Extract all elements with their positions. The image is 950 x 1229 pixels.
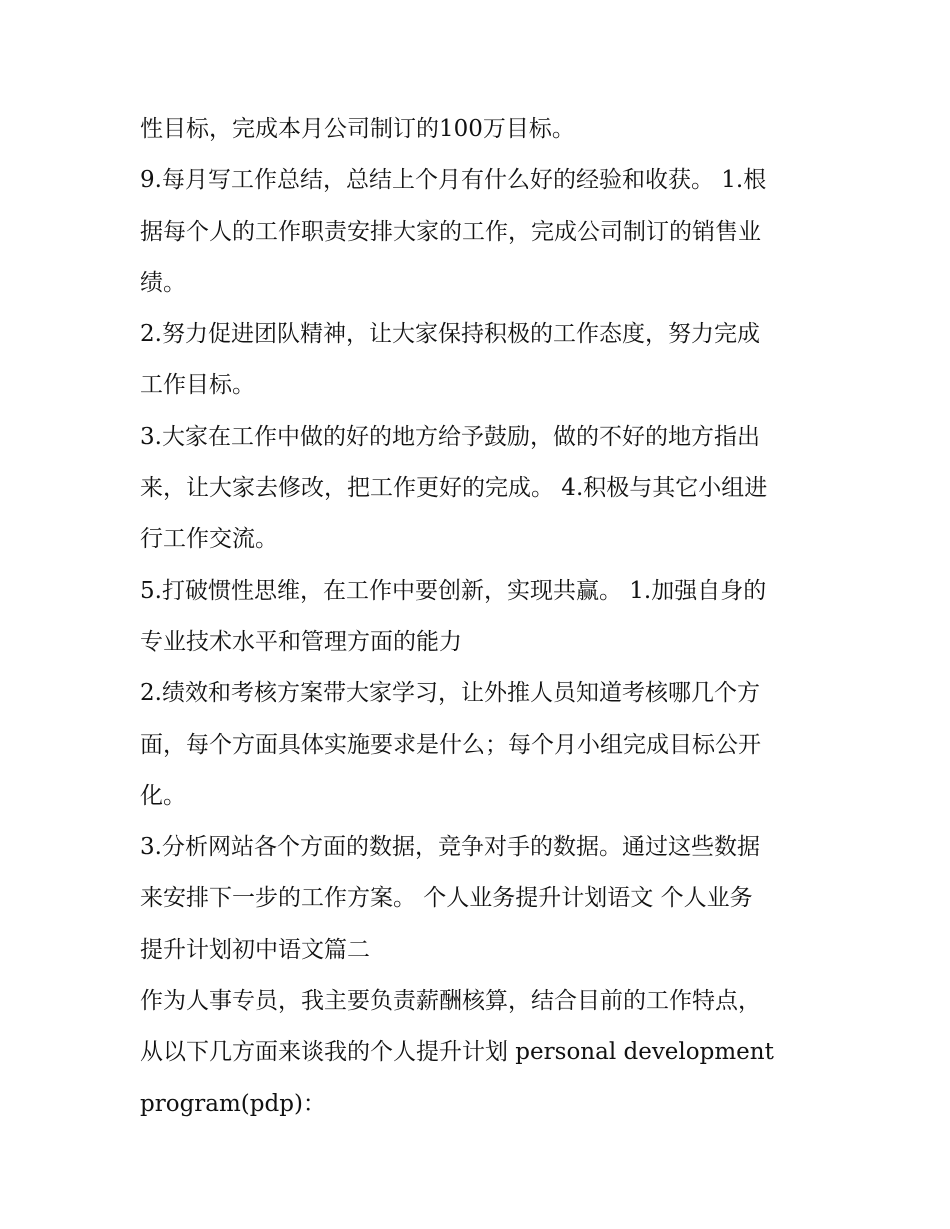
text-line: 据每个人的工作职责安排大家的工作，完成公司制订的销售业 — [140, 218, 761, 245]
text-line: 从以下几方面来谈我的个人提升计划 personal development — [140, 1039, 774, 1066]
text-line: 3.分析网站各个方面的数据，竞争对手的数据。通过这些数据 — [140, 834, 760, 861]
text-line: 专业技术水平和管理方面的能力 — [140, 628, 462, 655]
text-line: 性目标，完成本月公司制订的100万目标。 — [140, 116, 575, 142]
text-line: 来，让大家去修改，把工作更好的完成。 4.积极与其它小组进 — [140, 475, 768, 502]
text-line: 行工作交流。 — [140, 526, 278, 553]
text-line: 9.每月写工作总结，总结上个月有什么好的经验和收获。 1.根 — [140, 167, 767, 194]
text-line: 3.大家在工作中做的好的地方给予鼓励，做的不好的地方指出 — [140, 423, 760, 450]
text-line: 5.打破惯性思维，在工作中要创新，实现共赢。 1.加强自身的 — [140, 577, 767, 604]
document-body-text — [140, 104, 820, 1130]
text-line: program(pdp)： — [140, 1090, 326, 1117]
text-line: 面，每个方面具体实施要求是什么；每个月小组完成目标公开 — [140, 731, 761, 758]
text-line: 2.绩效和考核方案带大家学习，让外推人员知道考核哪几个方 — [140, 680, 760, 707]
text-line: 化。 — [140, 782, 186, 809]
text-line: 提升计划初中语文篇二 — [140, 936, 370, 963]
text-line: 工作目标。 — [140, 372, 255, 399]
text-line: 作为人事专员，我主要负责薪酬核算，结合目前的工作特点， — [140, 988, 761, 1015]
text-line: 2.努力促进团队精神，让大家保持积极的工作态度，努力完成 — [140, 321, 760, 348]
text-line: 绩。 — [140, 269, 186, 296]
text-line: 来安排下一步的工作方案。 个人业务提升计划语文 个人业务 — [140, 885, 753, 912]
